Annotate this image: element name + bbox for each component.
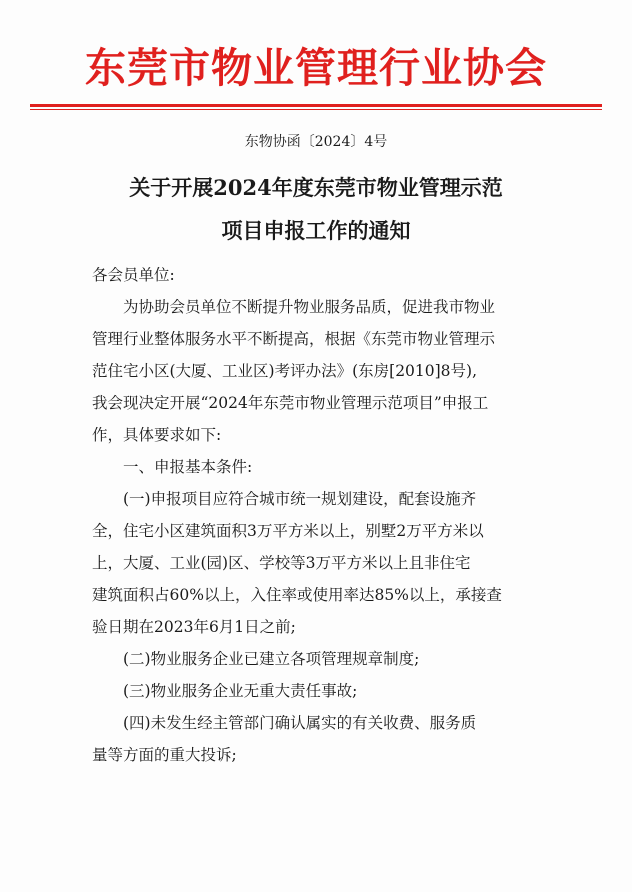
condition-item-4 — [92, 707, 532, 771]
intro-paragraph — [92, 291, 532, 451]
intro-line: 管理行业整体服务水平不断提高，根据《东莞市物业管理示 — [92, 330, 496, 348]
section-heading-text: 一、申报基本条件: — [123, 458, 253, 476]
item-line: 建筑面积占60%以上，入住率或使用率达85%以上，承接查 — [92, 586, 502, 604]
intro-line: 为协助会员单位不断提升物业服务品质，促进我市物业 — [123, 298, 496, 316]
item-line: (二)物业服务企业已建立各项管理规章制度; — [123, 650, 420, 668]
condition-item-2 — [92, 643, 532, 675]
salutation — [92, 259, 532, 291]
document-number: 东物协函〔2024〕4号 — [244, 134, 388, 150]
item-line: 全，住宅小区建筑面积3万平方米以上，别墅2万平方米以 — [92, 522, 484, 540]
intro-line: 作，具体要求如下: — [92, 426, 222, 444]
item-line: 上，大厦、工业(园)区、学校等3万平方米以上且非住宅 — [92, 554, 471, 572]
item-line: (三)物业服务企业无重大责任事故; — [123, 682, 358, 700]
section-heading-1 — [92, 451, 532, 483]
condition-item-3 — [92, 675, 532, 707]
item-line: (四)未发生经主管部门确认属实的有关收费、服务质 — [123, 714, 477, 732]
letterhead-rule-thick — [30, 104, 602, 107]
notice-title-line-2: 项目申报工作的通知 — [221, 218, 411, 243]
notice-title-line-1: 关于开展2024年度东莞市物业管理示范 — [129, 175, 503, 200]
condition-item-1 — [92, 483, 532, 643]
item-line: 量等方面的重大投诉; — [92, 746, 237, 764]
intro-line: 我会现决定开展“2024年东莞市物业管理示范项目”申报工 — [92, 394, 489, 412]
salutation-text: 各会员单位: — [92, 266, 175, 284]
item-line: 验日期在2023年6月1日之前; — [92, 618, 296, 636]
letterhead-title: 东莞市物业管理行业协会 — [85, 44, 547, 92]
intro-line: 范住宅小区(大厦、工业区)考评办法》(东房[2010]8号), — [92, 362, 478, 380]
letterhead-rule-thin — [30, 109, 602, 110]
item-line: (一)申报项目应符合城市统一规划建设，配套设施齐 — [123, 490, 477, 508]
